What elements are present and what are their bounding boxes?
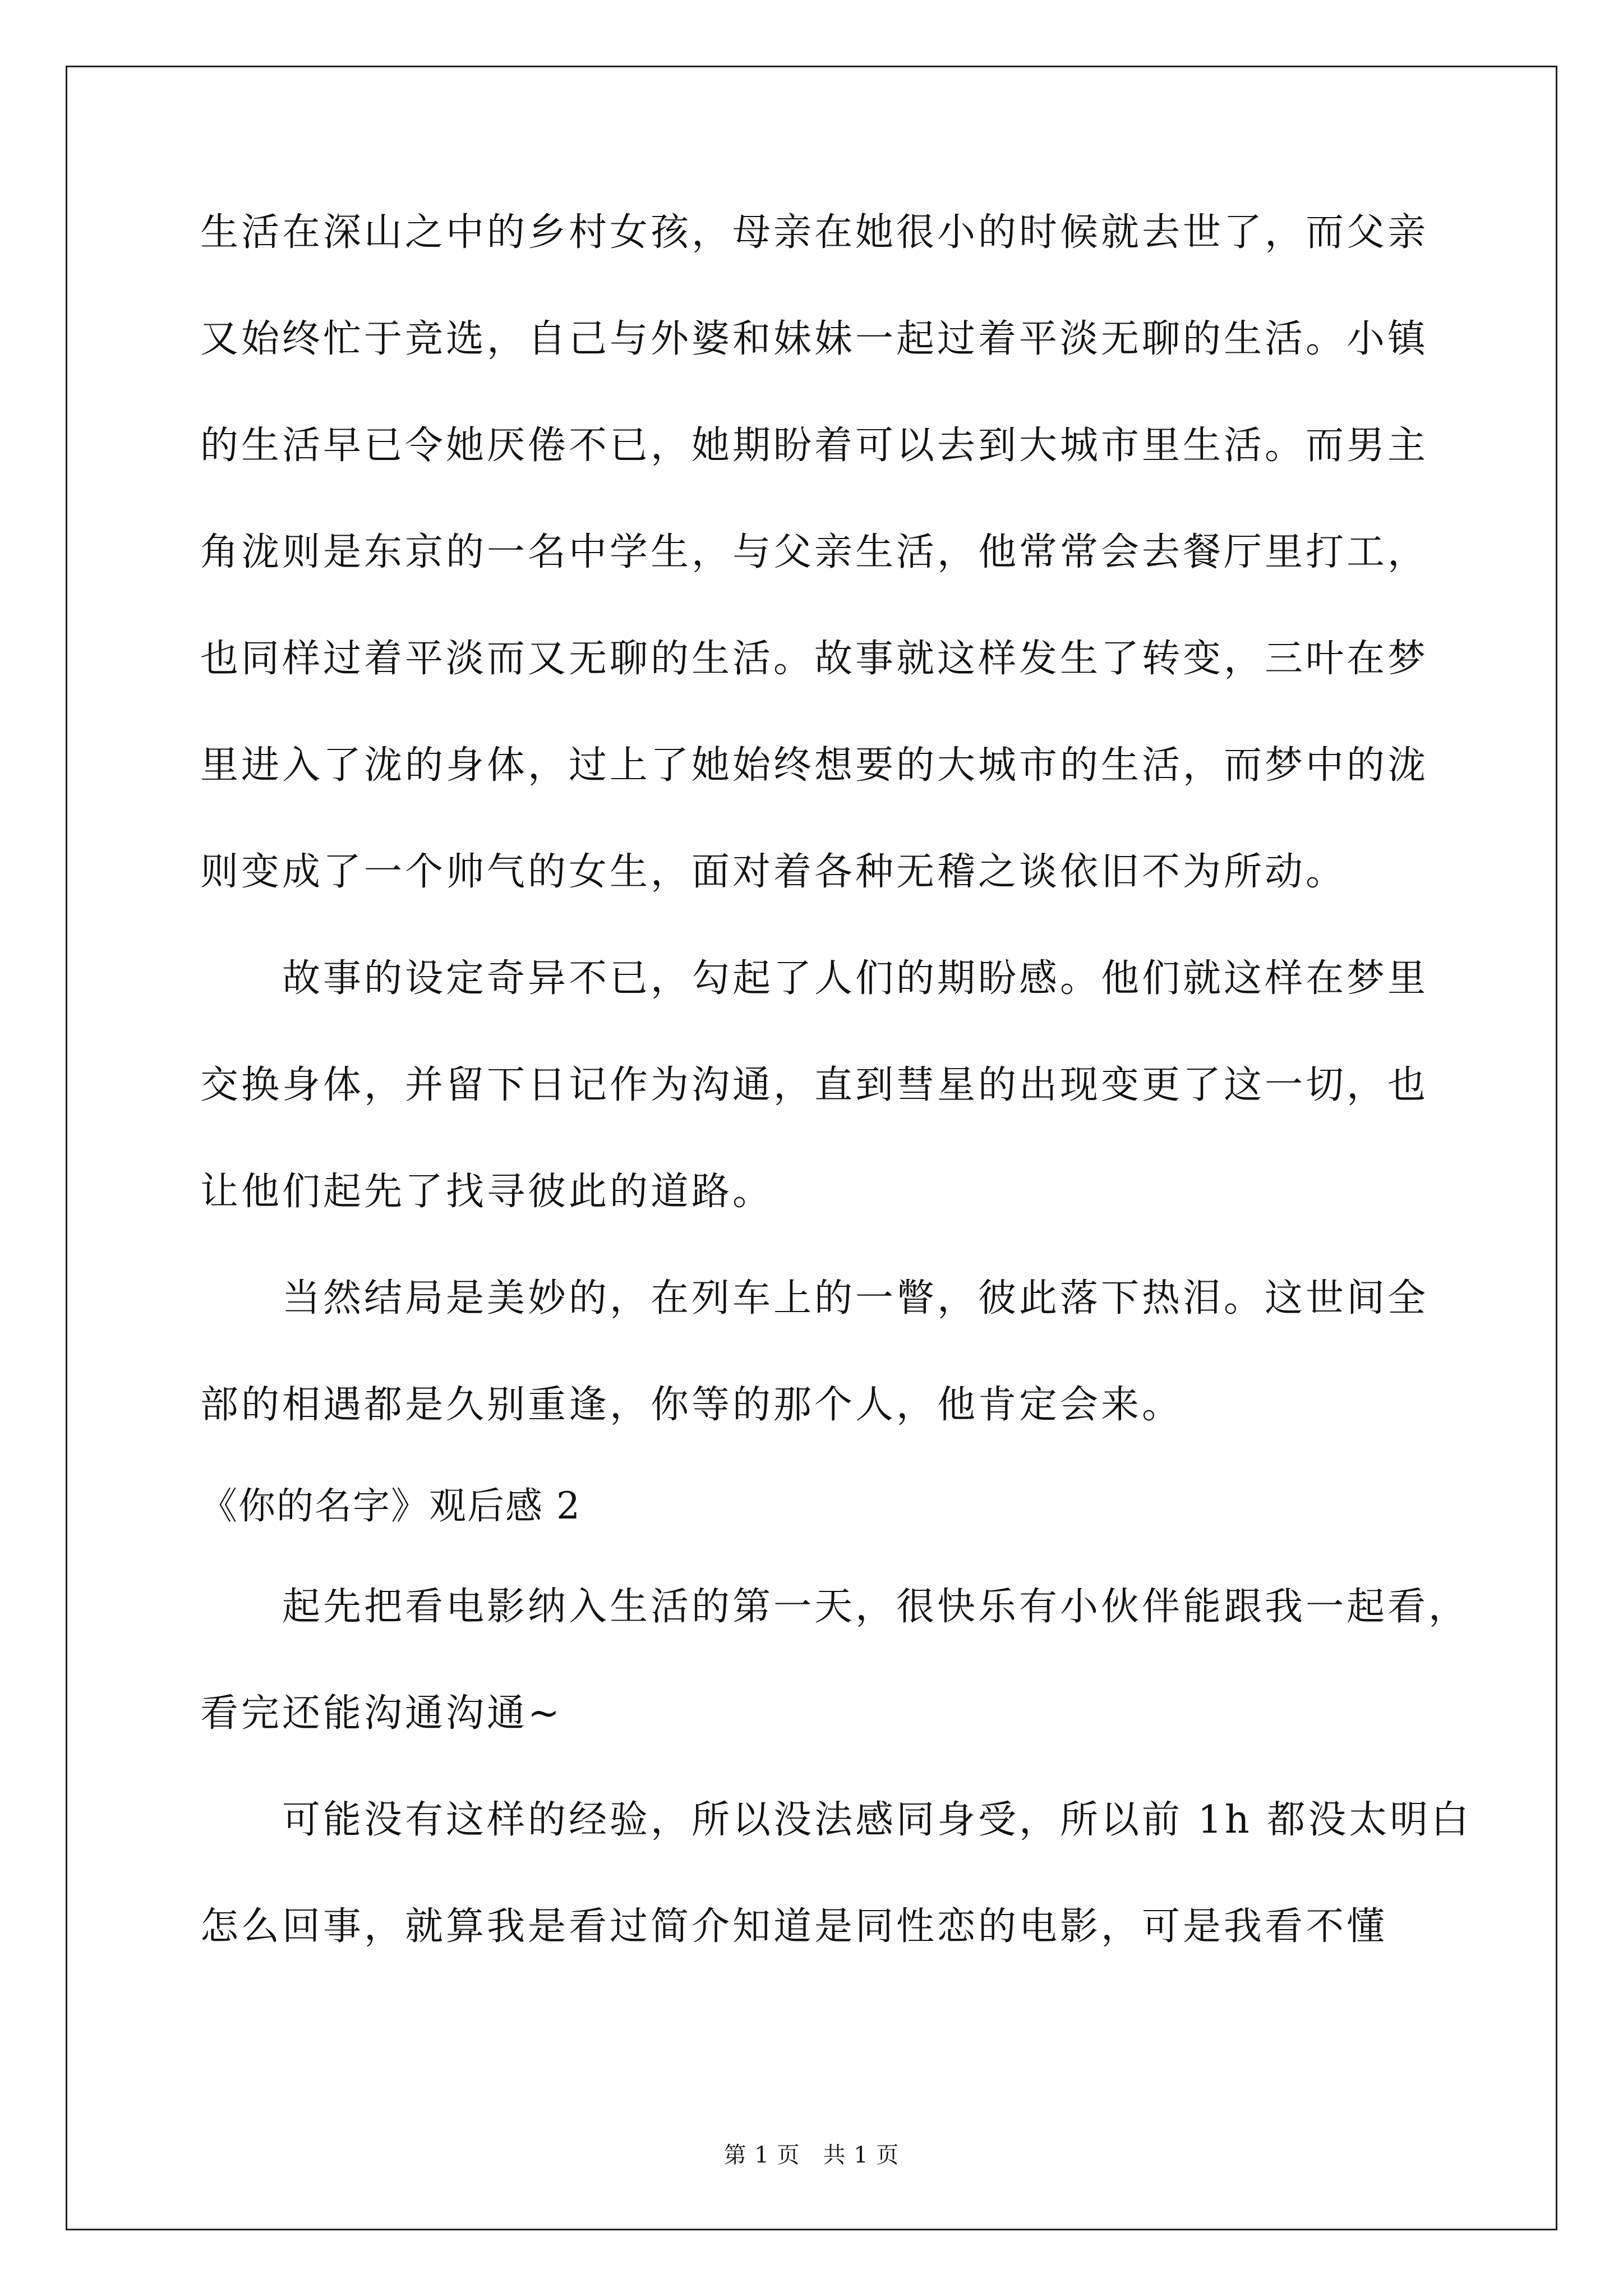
text-line: 生活在深山之中的乡村女孩，母亲在她很小的时候就去世了，而父亲 — [200, 210, 1429, 255]
text-line: 也同样过着平淡而又无聊的生活。故事就这样发生了转变，三叶在梦 — [200, 637, 1429, 681]
text-line: 让他们起先了找寻彼此的道路。 — [200, 1170, 774, 1214]
section-heading: 《你的名字》观后感 2 — [200, 1484, 581, 1527]
text-line: 交换身体，并留下日记作为沟通，直到彗星的出现变更了这一切，也 — [200, 1063, 1429, 1107]
text-line: 起先把看电影纳入生活的第一天，很快乐有小伙伴能跟我一起看， — [200, 1585, 1470, 1629]
text-line: 看完还能沟通沟通~ — [200, 1691, 562, 1736]
text-line: 则变成了一个帅气的女生，面对着各种无稽之谈依旧不为所动。 — [200, 850, 1347, 894]
text-line: 角泷则是东京的一名中学生，与父亲生活，他常常会去餐厅里打工， — [200, 530, 1429, 574]
text-line: 怎么回事，就算我是看过简介知道是同性恋的电影，可是我看不懂 — [200, 1904, 1388, 1949]
text-line: 又始终忙于竞选，自己与外婆和妹妹一起过着平淡无聊的生活。小镇 — [200, 317, 1429, 361]
page-number-footer: 第 1 页 共 1 页 — [723, 2142, 900, 2168]
text-line: 部的相遇都是久别重逢，你等的那个人，他肯定会来。 — [200, 1383, 1183, 1427]
text-line: 当然结局是美妙的，在列车上的一瞥，彼此落下热泪。这世间全 — [200, 1276, 1429, 1320]
text-line: 故事的设定奇异不已，勾起了人们的期盼感。他们就这样在梦里 — [200, 956, 1429, 1001]
text-line: 里进入了泷的身体，过上了她始终想要的大城市的生活，而梦中的泷 — [200, 743, 1429, 788]
text-line: 的生活早已令她厌倦不已，她期盼着可以去到大城市里生活。而男主 — [200, 424, 1429, 468]
text-line: 可能没有这样的经验，所以没法感同身受，所以前 1h 都没太明白 — [200, 1798, 1472, 1842]
